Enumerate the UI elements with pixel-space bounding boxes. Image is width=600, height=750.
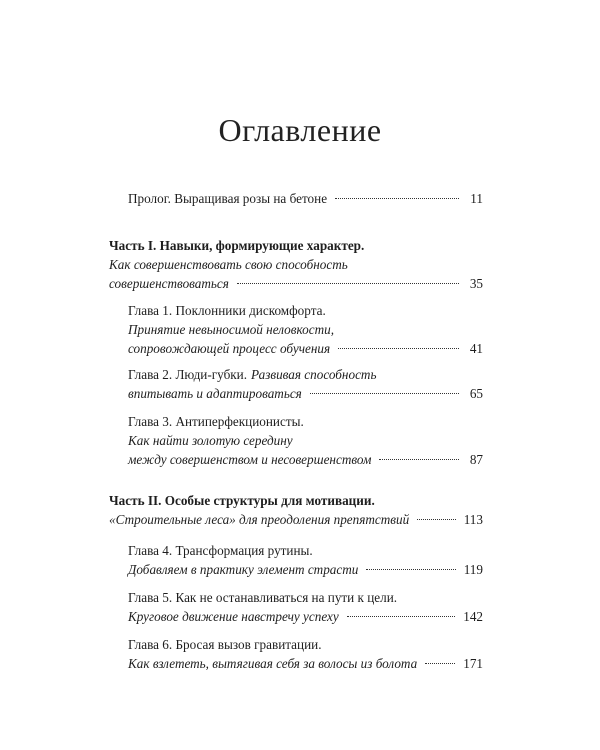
chapter-subtitle-line-1: Добавляем в практику элемент страсти xyxy=(128,562,359,577)
toc-entry-chapter-6[interactable] xyxy=(128,635,483,673)
dot-leader xyxy=(237,283,459,284)
chapter-subtitle-line-2: сопровождающей процесс обучения xyxy=(128,341,331,356)
chapter-subtitle-line-1: Круговое движение навстречу успеху xyxy=(128,609,339,624)
chapter-subtitle-line-2: между совершенством и несовершенством xyxy=(128,452,372,467)
toc-entry-part-1[interactable] xyxy=(109,236,483,293)
toc-entry-chapter-5[interactable] xyxy=(128,588,483,626)
dot-leader xyxy=(417,519,456,520)
dot-leader xyxy=(335,198,459,199)
toc-entry-chapter-4[interactable] xyxy=(128,541,483,579)
chapter-title: Глава 5. Как не останавливаться на пути к цели. xyxy=(128,590,398,605)
dot-leader xyxy=(425,663,455,664)
entry-title: Пролог. Выращивая розы на бетоне xyxy=(128,191,328,206)
chapter-title: Глава 3. Антиперфекционисты. xyxy=(128,414,304,429)
page-number: 65 xyxy=(469,386,483,401)
part-subtitle-line-1: Как совершенствовать свою способность xyxy=(109,257,348,272)
chapter-subtitle-line-1: Развивая способность xyxy=(251,367,377,382)
dot-leader xyxy=(338,348,459,349)
page-number: 11 xyxy=(470,191,483,206)
dot-leader xyxy=(366,569,455,570)
part-title: Часть I. Навыки, формирующие характер. xyxy=(109,238,365,253)
page-number: 41 xyxy=(469,341,483,356)
chapter-title: Глава 4. Трансформация рутины. xyxy=(128,543,313,558)
chapter-title: Глава 2. Люди-губки. xyxy=(128,367,248,382)
chapter-subtitle-line-1: Как взлететь, вытягивая себя за волосы из болота xyxy=(128,656,418,671)
page-title: Оглавление xyxy=(218,112,382,148)
dot-leader xyxy=(379,459,459,460)
dot-leader xyxy=(310,393,459,394)
dot-leader xyxy=(347,616,455,617)
page-number: 87 xyxy=(469,452,483,467)
page-number: 119 xyxy=(463,562,483,577)
chapter-subtitle-line-1: Принятие невыносимой неловкости, xyxy=(128,322,335,337)
part-subtitle-line-1: «Строительные леса» для преодоления препятствий xyxy=(109,512,410,527)
chapter-title: Глава 1. Поклонники дискомфорта. xyxy=(128,303,326,318)
chapter-title: Глава 6. Бросая вызов гравитации. xyxy=(128,637,322,652)
part-title: Часть II. Особые структуры для мотивации. xyxy=(109,493,375,508)
page-number: 113 xyxy=(463,512,483,527)
chapter-subtitle-line-2: впитывать и адаптироваться xyxy=(128,386,302,401)
page-number: 35 xyxy=(469,276,483,291)
toc-entry-prologue[interactable] xyxy=(128,189,483,208)
part-subtitle-line-2: совершенствоваться xyxy=(109,276,229,291)
page-number: 171 xyxy=(463,656,483,671)
toc-entry-chapter-3[interactable] xyxy=(128,412,483,469)
toc-entry-chapter-2[interactable] xyxy=(128,365,483,403)
toc-entry-chapter-1[interactable] xyxy=(128,301,483,358)
toc-entry-part-2[interactable] xyxy=(109,491,483,529)
page-number: 142 xyxy=(463,609,483,624)
chapter-subtitle-line-1: Как найти золотую середину xyxy=(128,433,293,448)
